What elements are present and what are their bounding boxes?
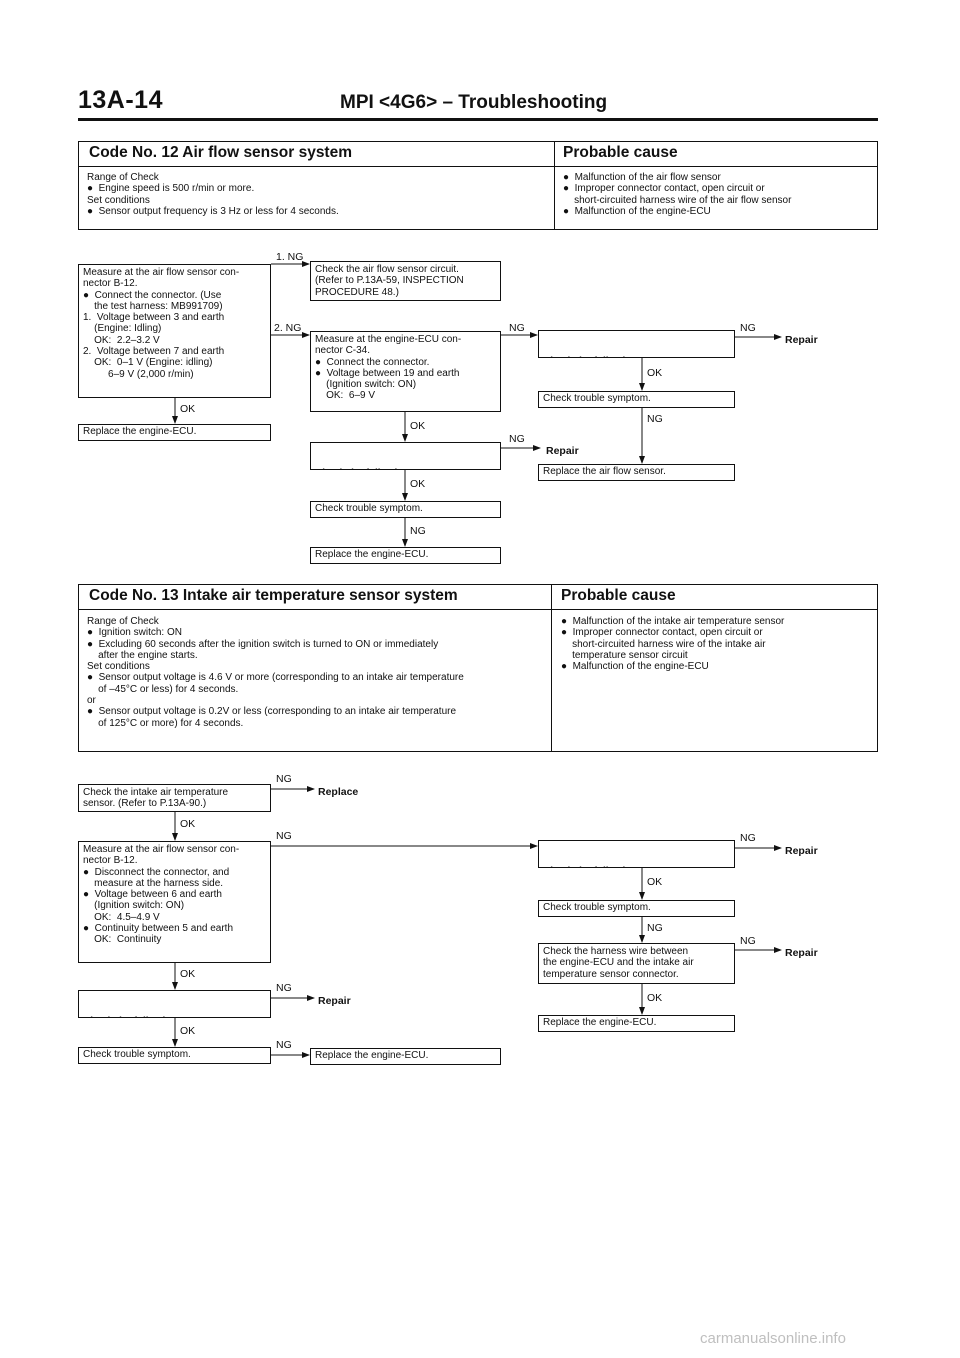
c13-label-ng-measure: NG — [276, 830, 292, 842]
c13-label-ok-measure: OK — [180, 968, 196, 980]
c12-measure-b12-box: Measure at the air flow sensor con- nector B-12. ● Connect the connector. (Use the test harness: MB991709) 1. Voltage between 3 and earth (Engine: Idling) OK: 2.2–3.2 V 2. Voltage between 7 and earth OK: 0–1 V (Engine: idling) 6–9 V (2,000 r/min) — [78, 264, 271, 398]
c12-replace-afs-box: Replace the air flow sensor. — [538, 464, 735, 481]
code13-title: Code No. 13 Intake air temperature sensor system — [89, 587, 458, 604]
c13-label-ng-b12: NG — [276, 982, 292, 994]
c13-label-ng-iat: NG — [276, 773, 292, 785]
code13-cause-title: Probable cause — [561, 587, 676, 604]
c13-replace-ecu-right-box: Replace the engine-ECU. — [538, 1015, 735, 1032]
code12-cause-text: ● Malfunction of the air flow sensor ● Improper connector contact, open circuit or short-circuited harness wire of the air flow sensor ● Malfunction of the engine-ECU — [563, 172, 792, 217]
c13-label-ng-trouble-left: NG — [276, 1039, 292, 1051]
c12-label-1ng: 1. NG — [276, 251, 304, 263]
c12-label-ng-c34: NG — [509, 322, 525, 334]
watermark: carmanualsonline.info — [700, 1330, 846, 1347]
c12-check-circuit-box: Check the air flow sensor circuit. (Refer to P.13A-59, INSPECTION PROCEDURE 48.) — [310, 261, 501, 301]
c12-repair-mid: Repair — [546, 445, 579, 457]
c13-label-ok-c40: OK — [647, 876, 663, 888]
c12-trouble-right-box: Check trouble symptom. — [538, 391, 735, 408]
c13-check-harness-box: Check the harness wire between the engine-ECU and the intake air temperature sensor connector. — [538, 943, 735, 984]
c12-measure-c34-box: Measure at the engine-ECU con- nector C-34. ● Connect the connector. ● Voltage between 19 and earth (Ignition switch: ON) OK: 6–9 V — [310, 331, 501, 412]
c12-label-ng-conn-c34: NG — [509, 433, 525, 445]
code13-check-text: Range of Check ● Ignition switch: ON ● Excluding 60 seconds after the ignition switch is turned to ON or immediately after the engine starts. Set conditions ● Sensor output voltage is 4.6 V or more (corresponding to an intake air temperature of –45°C or less) for 4 seconds. or ● Sensor output voltage is 0.2V or less (corresponding to an intake air temperature of 125°C or more) for 4 seconds. — [87, 616, 464, 729]
c13-measure-b12-box: Measure at the air flow sensor con- nector B-12. ● Disconnect the connector, and measure at the harness side. ● Voltage between 6 and earth (Ignition switch: ON) OK: 4.5–4.9 V ● Continuity between 5 and earth OK: Continuity — [78, 841, 271, 963]
c12-replace-ecu-left-box: Replace the engine-ECU. — [78, 424, 271, 441]
c12-label-ok-conn-c34: OK — [410, 478, 426, 490]
c12-trouble-mid-box: Check trouble symptom. — [310, 501, 501, 518]
c13-trouble-left-box: Check trouble symptom. — [78, 1047, 271, 1064]
c13-label-ok-b12: OK — [180, 1025, 196, 1037]
code12-cause-title: Probable cause — [563, 144, 678, 161]
c13-repair-harness: Repair — [785, 947, 818, 959]
c12-repair-top: Repair — [785, 334, 818, 346]
code13-cause-text: ● Malfunction of the intake air temperature sensor ● Improper connector contact, open circuit or short-circuited harness wire of the intake air temperature sensor circuit ● Malfunction of the engine-ECU — [561, 616, 785, 673]
page-number: 13A-14 — [78, 86, 163, 114]
c13-label-ng-harness: NG — [740, 935, 756, 947]
c13-label-ok-iat: OK — [180, 818, 196, 830]
c13-check-iat-box: Check the intake air temperature sensor. (Refer to P.13A-90.) — [78, 784, 271, 812]
page-title: MPI <4G6> – Troubleshooting — [340, 92, 608, 113]
c12-label-ok-c34: OK — [410, 420, 426, 432]
c13-replace-ecu-bottom-box: Replace the engine-ECU. — [310, 1048, 501, 1065]
c13-repair-c40: Repair — [785, 845, 818, 857]
c12-label-ng-trouble-mid: NG — [410, 525, 426, 537]
c12-label-ng-b12: NG — [740, 322, 756, 334]
c12-label-ok-left: OK — [180, 403, 196, 415]
code12-check-text: Range of Check ● Engine speed is 500 r/min or more. Set conditions ● Sensor output frequency is 3 Hz or less for 4 seconds. — [87, 172, 339, 217]
c13-replace-action: Replace — [318, 786, 359, 798]
c13-label-ng-trouble-right: NG — [647, 922, 663, 934]
c13-repair-b12: Repair — [318, 995, 351, 1007]
c13-label-ok-harness: OK — [647, 992, 663, 1004]
c12-label-2ng: 2. NG — [274, 322, 302, 334]
c13-label-ng-c40: NG — [740, 832, 756, 844]
c13-trouble-right-box: Check trouble symptom. — [538, 900, 735, 917]
code12-title: Code No. 12 Air flow sensor system — [89, 144, 353, 161]
c12-label-ng-trouble-right: NG — [647, 413, 663, 425]
c12-label-ok-b12: OK — [647, 367, 663, 379]
c12-replace-ecu-mid-box: Replace the engine-ECU. — [310, 547, 501, 564]
